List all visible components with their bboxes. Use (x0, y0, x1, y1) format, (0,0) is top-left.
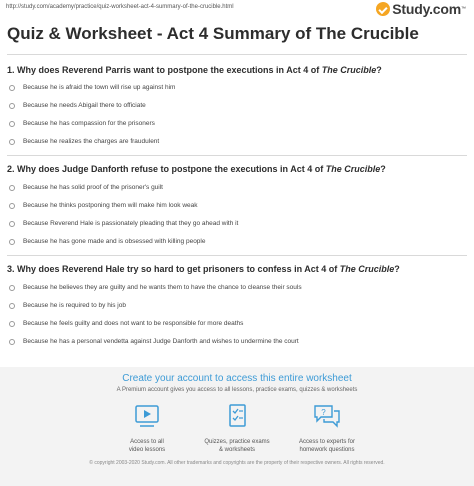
expert-chat-icon (312, 402, 342, 430)
cta-title[interactable]: Create your account to access this entire worksheet (122, 373, 352, 384)
option-label: Because Reverend Hale is passionately pleading that they go ahead with it (23, 220, 239, 227)
feature-label-line2: & worksheets (218, 447, 255, 453)
question-1-text: 1. Why does Reverend Parris want to postpone the executions in Act 4 of (7, 65, 322, 75)
radio-button-icon[interactable] (9, 339, 15, 345)
radio-button-icon[interactable] (9, 285, 15, 291)
q1-option-1[interactable] (9, 84, 175, 91)
svg-text:?: ? (321, 408, 326, 417)
checkmark-logo-icon (376, 2, 390, 16)
radio-button-icon[interactable] (9, 221, 15, 227)
radio-button-icon[interactable] (9, 103, 15, 109)
feature-quizzes (192, 402, 282, 454)
q2-option-3[interactable] (9, 220, 238, 227)
feature-label-line2: video lessons (128, 447, 166, 453)
radio-button-icon[interactable] (9, 203, 15, 209)
feature-experts (282, 402, 372, 454)
option-label: Because he has solid proof of the prisoner's guilt (23, 184, 163, 191)
question-1-title: The Crucible (321, 65, 377, 75)
logo-trademark: ™ (461, 6, 466, 12)
q3-option-1[interactable] (9, 284, 302, 291)
option-label: Because he believes they are guilty and he wants them to have the chance to cleanse their souls (23, 284, 302, 291)
q1-option-2[interactable] (9, 102, 146, 109)
q1-option-3[interactable] (9, 120, 155, 127)
question-2-text: 2. Why does Judge Danforth refuse to postpone the executions in Act 4 of (7, 164, 326, 174)
feature-label-line2: homework questions (299, 447, 355, 453)
question-2 (7, 164, 386, 174)
radio-button-icon[interactable] (9, 303, 15, 309)
radio-button-icon[interactable] (9, 85, 15, 91)
logo-text: Study.com (392, 1, 461, 17)
quiz-checklist-icon (222, 402, 252, 430)
question-2-title: The Crucible (325, 164, 381, 174)
option-label: Because he needs Abigail there to officiate (23, 102, 146, 109)
q2-option-2[interactable] (9, 202, 198, 209)
feature-video-lessons (102, 402, 192, 454)
question-2-suffix: ? (380, 164, 386, 174)
option-label: Because he is afraid the town will rise up against him (23, 84, 176, 91)
title-divider (7, 54, 467, 55)
option-label: Because he thinks postponing them will make him look weak (23, 202, 198, 209)
page-header (0, 0, 474, 20)
option-label: Because he has gone made and is obsessed with killing people (23, 238, 206, 245)
q1-option-4[interactable] (9, 138, 159, 145)
option-label: Because he has compassion for the prisoners (23, 120, 155, 127)
q2-option-1[interactable] (9, 184, 163, 191)
feature-label-line1: Access to experts for (298, 439, 356, 445)
option-label: Because he is required to by his job (23, 302, 126, 309)
feature-label-line1: Quizzes, practice exams (204, 439, 270, 445)
option-label: Because he has a personal vendetta against Judge Danforth and wishes to undermine the court (23, 338, 299, 345)
copyright-text: © copyright 2003-2020 Study.com. All other trademarks and copyrights are the property of their respective owners. All rights reserved. (89, 460, 385, 466)
question-1-suffix: ? (376, 65, 382, 75)
option-label: Because he realizes the charges are fraudulent (23, 138, 160, 145)
feature-label-line1: Access to all (130, 439, 164, 445)
radio-button-icon[interactable] (9, 121, 15, 127)
q2-option-4[interactable] (9, 238, 205, 245)
cta-subtitle: A Premium account gives you access to all lessons, practice exams, quizzes & worksheets (116, 387, 358, 393)
question-divider (7, 255, 467, 256)
radio-button-icon[interactable] (9, 139, 15, 145)
question-3-title: The Crucible (339, 264, 395, 274)
radio-button-icon[interactable] (9, 185, 15, 191)
question-3 (7, 264, 400, 274)
video-play-icon (132, 402, 162, 430)
page-title: Quiz & Worksheet - Act 4 Summary of The Crucible (7, 24, 419, 43)
question-divider (7, 155, 467, 156)
option-label: Because he feels guilty and does not want to be responsible for more deaths (23, 320, 244, 327)
page-url: http://study.com/academy/practice/quiz-worksheet-act-4-summary-of-the-crucible.html (6, 4, 234, 10)
question-3-text: 3. Why does Reverend Hale try so hard to get prisoners to confess in Act 4 of (7, 264, 340, 274)
radio-button-icon[interactable] (9, 321, 15, 327)
study-logo[interactable] (376, 1, 466, 17)
q3-option-4[interactable] (9, 338, 299, 345)
question-1 (7, 65, 382, 75)
q3-option-2[interactable] (9, 302, 126, 309)
question-3-suffix: ? (394, 264, 400, 274)
q3-option-3[interactable] (9, 320, 243, 327)
radio-button-icon[interactable] (9, 239, 15, 245)
